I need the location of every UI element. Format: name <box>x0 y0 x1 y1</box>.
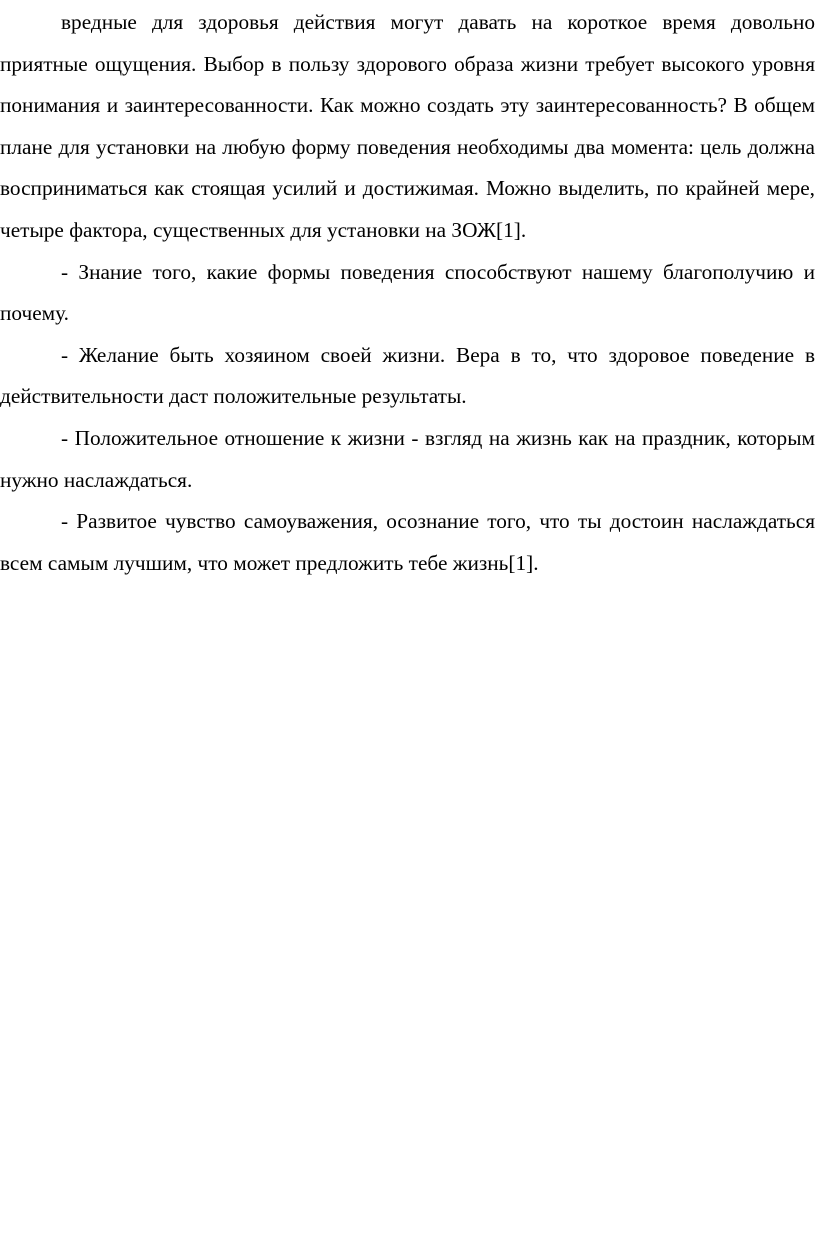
document-body <box>0 2 815 584</box>
paragraph-factor-self-esteem: - Развитое чувство самоуважения, осознание того, что ты достоин наслаждаться всем самым лучшим, что может предложить тебе жизнь[1]. <box>0 509 815 575</box>
paragraph-factor-knowledge: - Знание того, какие формы поведения способствуют нашему благополучию и почему. <box>0 259 815 326</box>
paragraph-intro: вредные для здоровья действия могут давать на короткое время довольно приятные ощущения. Выбор в пользу здорового образа жизни требует высокого уровня понимания и заинтересованности. Как можно создать эту заинтересованность? В общем плане для установки на любую форму поведения необходимы два момента: цель должна восприниматься как стоящая усилий и достижимая. Можно выделить, по крайней мере, четыре фактора, существенных для установки на ЗОЖ[1]. <box>0 10 815 242</box>
paragraph-factor-attitude: - Положительное отношение к жизни - взгляд на жизнь как на праздник, которым нужно наслаждаться. <box>0 425 815 492</box>
paragraph-factor-desire: - Желание быть хозяином своей жизни. Вера в то, что здоровое поведение в действительности даст положительные результаты. <box>0 342 815 409</box>
